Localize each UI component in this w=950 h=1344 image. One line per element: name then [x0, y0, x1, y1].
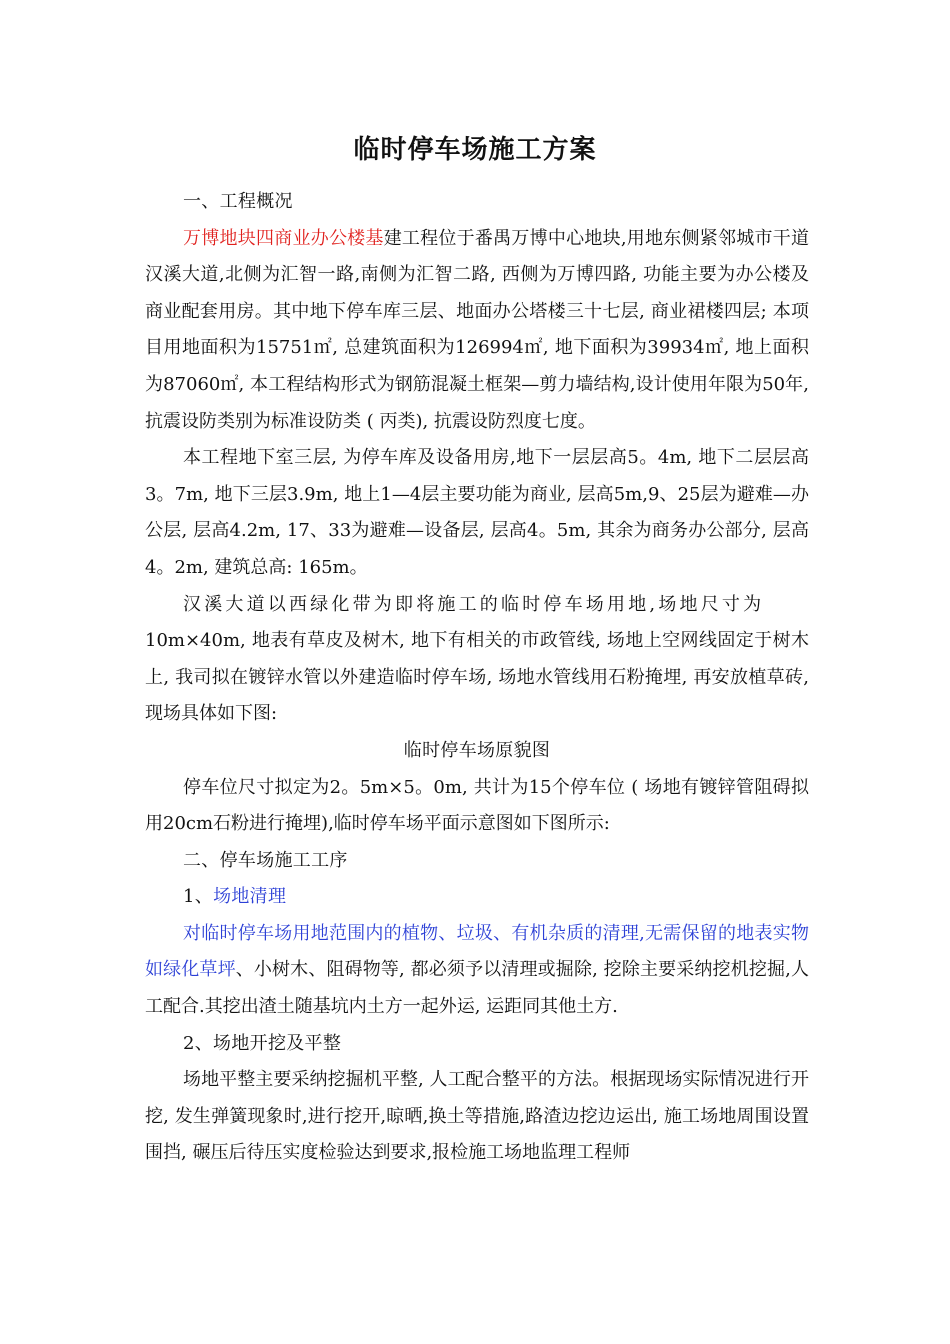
paragraph-site-clearing [145, 916, 809, 1026]
subheading-excavation-leveling: 2、场地开挖及平整 [183, 1032, 342, 1054]
subheading-number: 1、 [183, 886, 214, 908]
document-body [145, 184, 809, 1172]
paragraph-site-description: 10m×40m, 地表有草皮及树木, 地下有相关的市政管线, 场地上空网线固定于树木上, 我司拟在镀锌水管以外建造临时停车场, 场地水管线用石粉掩埋, 再安放植草砖, 现场具体如下图: [145, 630, 809, 725]
highlighted-clearing-text: 对临时停车场用地范围内的植物、垃圾、有机杂质的清理,无需保留的地表实物如绿化草坪 [145, 922, 809, 981]
section-heading-construction-process: 二、停车场施工工序 [183, 849, 348, 871]
paragraph-parking-spaces: 停车位尺寸拟定为2。5m×5。0m, 共计为15个停车位 ( 场地有镀锌管阻碍拟用20cm石粉进行掩埋),临时停车场平面示意图如下图所示: [145, 776, 809, 835]
figure-caption: 临时停车场原貌图 [403, 739, 551, 761]
paragraph-site-clearing-text: 、小树木、阻碍物等, 都必须予以清理或掘除, 挖除主要采纳挖机挖掘,人工配合.其挖出渣土随基坑内土方一起外运, 运距同其他土方. [145, 959, 810, 1018]
paragraph-site-line1: 汉溪大道以西绿化带为即将施工的临时停车场用地,场地尺寸为 [183, 593, 765, 615]
paragraph-basement-floors: 本工程地下室三层, 为停车库及设备用房,地下一层层高5。4m, 地下二层层高3。7m, 地下三层3.9m, 地上1—4层主要功能为商业, 层高5m,9、25层为避难—办公层, 层高4.2m, 17、33为避难—设备层, 层高4。5m, 其余为商务办公部分, 层高4。2m, 建筑总高: 165m。 [145, 447, 809, 578]
paragraph-project-overview [145, 221, 809, 441]
subheading-label: 场地清理 [213, 886, 287, 908]
section-heading-project-overview: 一、工程概况 [183, 191, 293, 212]
highlighted-project-name: 万博地块四商业办公楼基 [183, 227, 384, 249]
document-title: 临时停车场施工方案 [353, 135, 597, 165]
paragraph-excavation-leveling: 场地平整主要采纳挖掘机平整, 人工配合整平的方法。根据现场实际情况进行开挖, 发生弹簧现象时,进行挖开,晾晒,换土等措施,路渣边挖边运出, 施工场地周围设置围挡, 碾压后待压实度检验达到要求,报检施工场地监理工程师 [145, 1069, 809, 1164]
subheading-site-clearing [145, 879, 809, 916]
paragraph-project-overview-text: 建工程位于番禺万博中心地块,用地东侧紧邻城市干道汉溪大道,北侧为汇智一路,南侧为汇智二路, 西侧为万博四路, 功能主要为办公楼及商业配套用房。其中地下停车库三层、地面办公塔楼三十七层, 商业裙楼四层; 本项目用地面积为15751㎡, 总建筑面积为126994㎡, 地下面积为39934㎡, 地上面积为87060㎡, 本工程结构形式为钢筋混凝土框架—剪力墙结构,设计使用年限为50年,抗震设防类别为标准设防类 ( 丙类), 抗震设防烈度七度。 [145, 227, 809, 432]
